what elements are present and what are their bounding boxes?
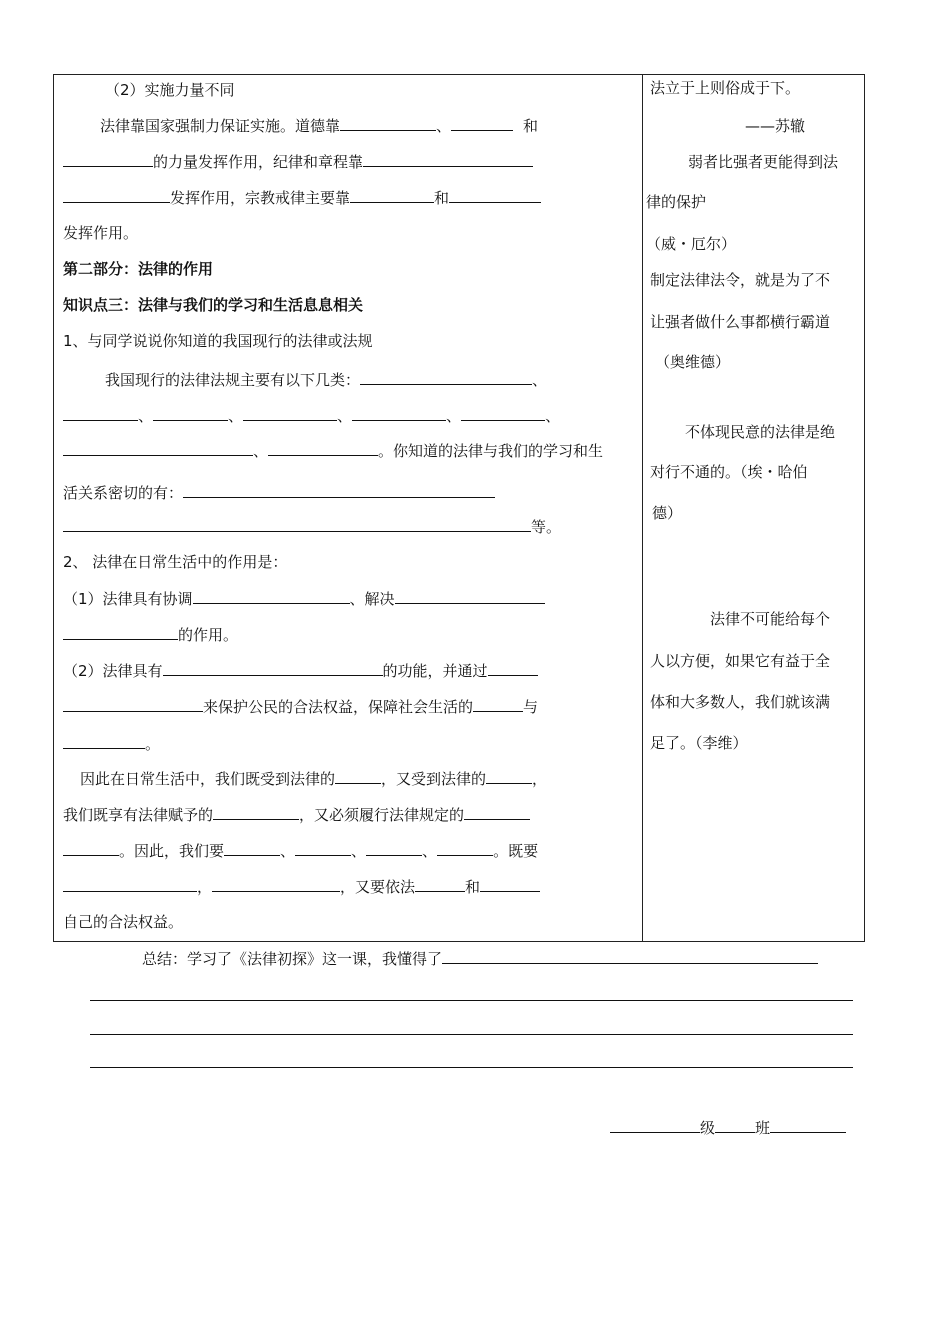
blank[interactable] xyxy=(461,405,545,421)
section-heading: 第二部分：法律的作用 xyxy=(63,260,214,278)
blank[interactable] xyxy=(243,405,337,421)
question-1: 1、与同学说说你知道的我国现行的法律或法规 xyxy=(63,332,373,350)
blank[interactable] xyxy=(63,187,170,203)
answer-line[interactable] xyxy=(90,1034,853,1035)
quote-author: 德） xyxy=(652,504,683,522)
blank[interactable] xyxy=(63,624,178,640)
blank[interactable] xyxy=(163,660,383,676)
blank[interactable] xyxy=(183,482,495,498)
blank[interactable] xyxy=(224,840,280,856)
fill-line-10: 、 。你知道的法律与我们的学习和生 xyxy=(63,440,603,461)
quote-line: 对行不通的。（埃・哈伯 xyxy=(650,463,808,481)
blank[interactable] xyxy=(63,405,138,421)
blank[interactable] xyxy=(352,405,446,421)
answer-line[interactable] xyxy=(90,1000,853,1001)
class-number-blank[interactable] xyxy=(715,1117,755,1133)
blank[interactable] xyxy=(488,660,538,676)
subheading-enforcement: （2）实施力量不同 xyxy=(105,81,235,99)
quote-line: 律的保护 xyxy=(646,193,707,211)
fill-line-20: 我们既享有法律赋予的 ，又必须履行法律规定的 xyxy=(63,804,530,825)
fill-line-16: （2）法律具有 的功能，并通过 xyxy=(63,660,538,681)
blank[interactable] xyxy=(363,151,533,167)
blank[interactable] xyxy=(335,768,381,784)
name-blank[interactable] xyxy=(770,1117,846,1133)
fill-line-21: 。因此，我们要 、 、 、 。既要 xyxy=(63,840,538,861)
fill-line-18: 。 xyxy=(63,733,160,754)
quote-line: 让强者做什么事都横行霸道 xyxy=(650,313,831,331)
fill-line-19: 因此在日常生活中，我们既受到法律的 ，又受到法律的 ， xyxy=(80,770,548,788)
blank[interactable] xyxy=(366,840,422,856)
fill-line-4: 发挥作用，宗教戒律主要靠 和 xyxy=(63,187,541,208)
blank[interactable] xyxy=(63,151,153,167)
blank[interactable] xyxy=(480,876,540,892)
fill-line-14: （1）法律具有协调 、解决 xyxy=(63,588,545,609)
blank[interactable] xyxy=(340,115,436,131)
blank[interactable] xyxy=(212,876,340,892)
quote-author: （威・厄尔） xyxy=(646,235,737,253)
quote-author: （奥维德） xyxy=(655,353,731,371)
grade-class-line: 级 班 xyxy=(610,1117,846,1138)
blank[interactable] xyxy=(395,588,545,604)
fill-line-9: 、 、 、 、 、 xyxy=(63,405,560,426)
fill-line-8: 我国现行的法律法规主要有以下几类： 、 xyxy=(105,371,548,389)
blank[interactable] xyxy=(63,516,531,532)
blank[interactable] xyxy=(63,840,119,856)
column-divider xyxy=(642,74,643,942)
blank[interactable] xyxy=(437,840,493,856)
quote-line: 足了。（李维） xyxy=(650,734,748,752)
quote-line: 体和大多数人，我们就该满 xyxy=(650,693,831,711)
fill-line-11: 活关系密切的有： xyxy=(63,482,495,503)
question-2: 2、 法律在日常生活中的作用是： xyxy=(63,553,288,571)
blank[interactable] xyxy=(63,876,197,892)
blank[interactable] xyxy=(464,804,530,820)
blank[interactable] xyxy=(473,696,523,712)
blank[interactable] xyxy=(415,876,465,892)
quote-line: 法律不可能给每个 xyxy=(710,610,831,628)
grade-blank[interactable] xyxy=(610,1117,700,1133)
quote-author: ——苏辙 xyxy=(745,117,806,135)
quote-line: 弱者比强者更能得到法 xyxy=(688,153,839,171)
blank[interactable] xyxy=(295,840,351,856)
blank[interactable] xyxy=(63,696,203,712)
fill-line-3: 的力量发挥作用，纪律和章程靠 xyxy=(63,151,533,172)
knowledge-point-heading: 知识点三：法律与我们的学习和生活息息相关 xyxy=(63,296,364,314)
answer-line[interactable] xyxy=(90,1067,853,1068)
fill-line-2: 法律靠国家强制力保证实施。道德靠 、 和 xyxy=(100,117,539,135)
fill-line-15: 的作用。 xyxy=(63,624,238,645)
fill-line-17: 来保护公民的合法权益，保障社会生活的 与 xyxy=(63,696,538,717)
quote-line: 人以方便，如果它有益于全 xyxy=(650,652,831,670)
blank[interactable] xyxy=(63,440,253,456)
blank[interactable] xyxy=(449,187,541,203)
blank[interactable] xyxy=(63,733,145,749)
blank[interactable] xyxy=(360,369,532,385)
blank[interactable] xyxy=(350,187,434,203)
fill-line-22: ， ，又要依法 和 xyxy=(63,876,540,897)
text-line-23: 自己的合法权益。 xyxy=(63,913,184,931)
blank[interactable] xyxy=(486,768,532,784)
quote-line: 不体现民意的法律是绝 xyxy=(685,423,836,441)
blank[interactable] xyxy=(213,804,299,820)
blank[interactable] xyxy=(268,440,378,456)
blank[interactable] xyxy=(153,405,228,421)
fill-line-12: 等。 xyxy=(63,516,561,537)
quote-line: 制定法律法令，就是为了不 xyxy=(650,271,831,289)
blank[interactable] xyxy=(451,115,513,131)
quote-line: 法立于上则俗成于下。 xyxy=(650,79,801,97)
summary-blank[interactable] xyxy=(442,948,818,964)
blank[interactable] xyxy=(193,588,350,604)
text-line-5: 发挥作用。 xyxy=(63,224,139,242)
summary-line: 总结：学习了《法律初探》这一课，我懂得了 xyxy=(142,948,818,969)
